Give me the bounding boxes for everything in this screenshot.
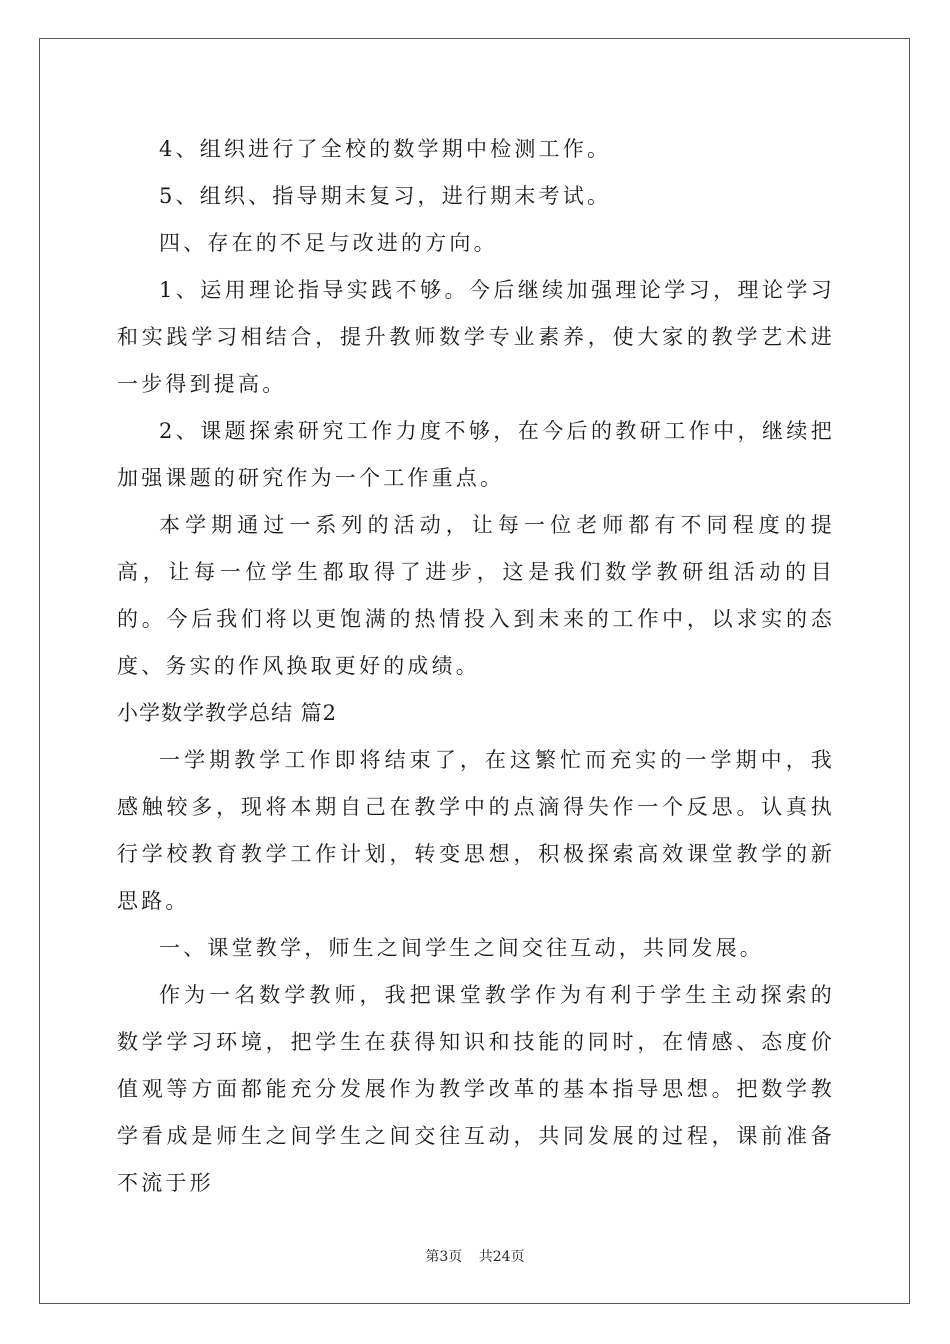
page-footer: [0, 1246, 950, 1266]
paragraph: 2、课题探索研究工作力度不够，在今后的教研工作中，继续把加强课题的研究作为一个工作重点。: [117, 419, 835, 490]
document-body: [117, 126, 835, 1207]
paragraph: 作为一名数学教师，我把课堂教学作为有利于学生主动探索的数学学习环境，把学生在获得知识和技能的同时，在情感、态度价值观等方面都能充分发展作为教学改革的基本指导思想。把数学教学看成是师生之间学生之间交往互动，共同发展的过程，课前准备不流于形: [117, 983, 835, 1195]
paragraph: 5、组织、指导期末复习，进行期末考试。: [159, 184, 612, 208]
paragraph: 一学期教学工作即将结束了，在这繁忙而充实的一学期中，我感触较多，现将本期自己在教学中的点滴得失作一个反思。认真执行学校教育教学工作计划，转变思想，积极探索高效课堂教学的新思路。: [117, 748, 835, 913]
paragraph: 本学期通过一系列的活动，让每一位老师都有不同程度的提高，让每一位学生都取得了进步，这是我们数学教研组活动的目的。今后我们将以更饱满的热情投入到未来的工作中，以求实的态度、务实的作风换取更好的成绩。: [117, 513, 835, 678]
paragraph: 四、存在的不足与改进的方向。: [159, 231, 498, 255]
page-number: 第3页: [425, 1249, 463, 1265]
paragraph: 一、课堂教学，师生之间学生之间交往互动，共同发展。: [159, 936, 764, 960]
paragraph: 1、运用理论指导实践不够。今后继续加强理论学习，理论学习和实践学习相结合，提升教师数学专业素养，使大家的教学艺术进一步得到提高。: [117, 278, 835, 396]
paragraph: 4、组织进行了全校的数学期中检测工作。: [159, 137, 612, 161]
total-pages: 共24页: [478, 1249, 525, 1265]
section-heading: 小学数学教学总结 篇2: [117, 701, 338, 725]
